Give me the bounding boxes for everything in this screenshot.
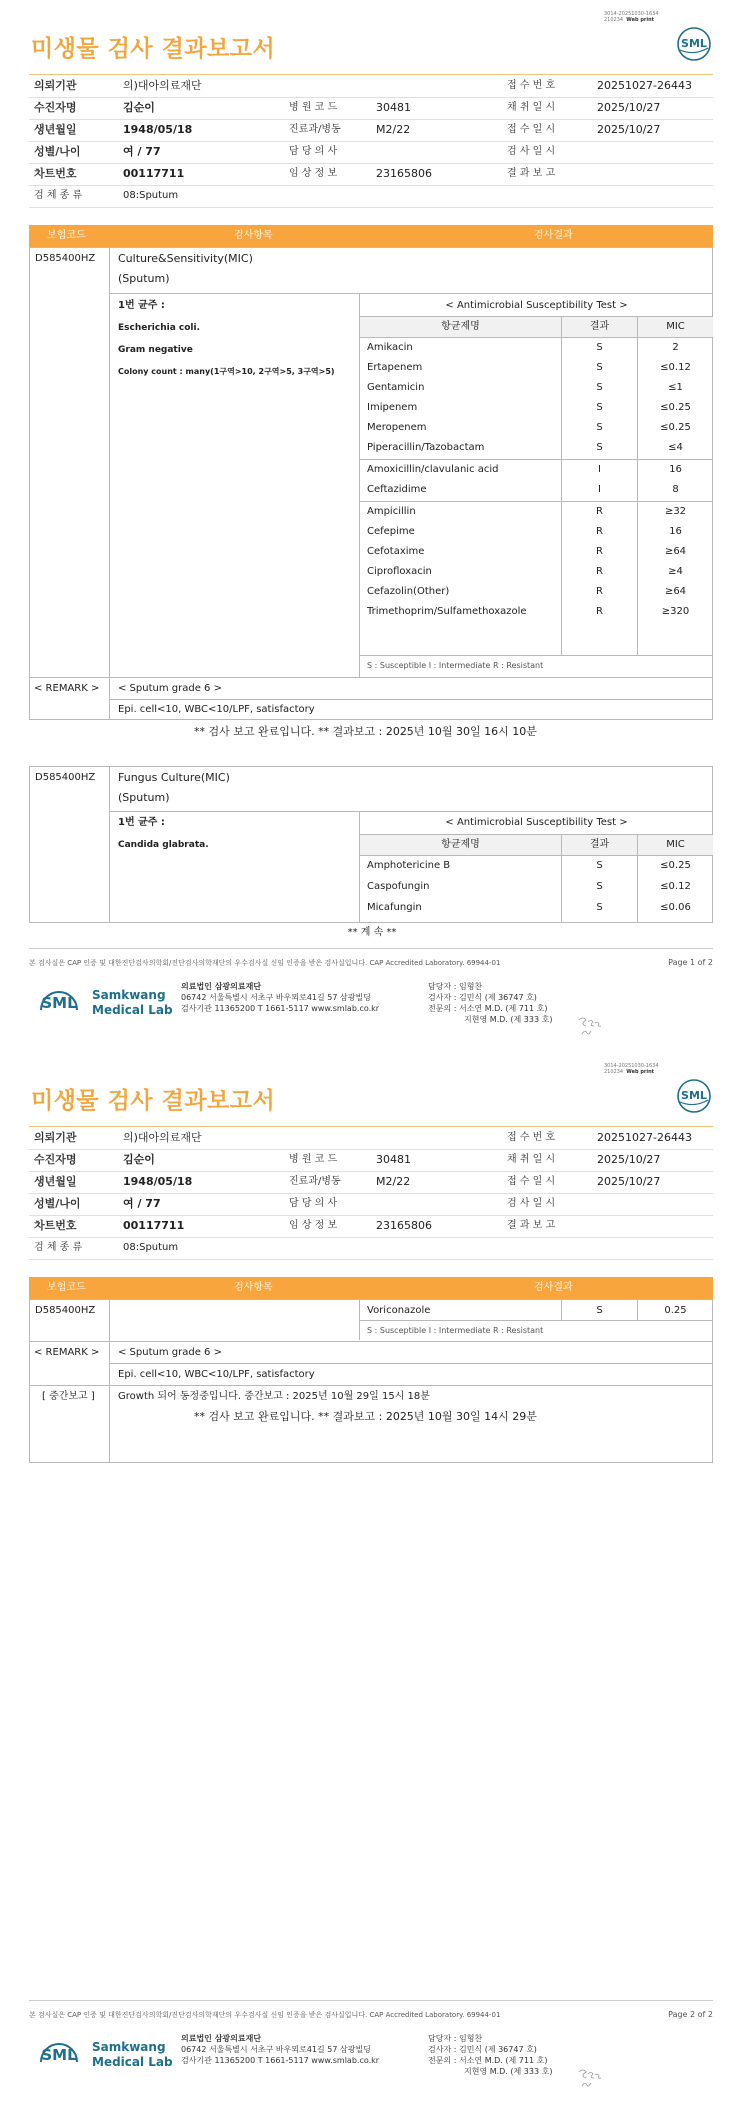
drug-result: S xyxy=(596,442,603,453)
drug-result: S xyxy=(596,422,603,433)
test1-specimen: (Sputum) xyxy=(118,272,170,285)
info-row: 성별/나이 여 / 77 담 당 의 사 검 사 일 시 xyxy=(29,141,713,164)
drug-name: Ampicillin xyxy=(367,506,416,517)
remark-detail: Epi. cell<10, WBC<10/LPF, satisfactory xyxy=(118,704,315,715)
print-code: 3014-20251030-1634 210234 Web print xyxy=(604,11,659,23)
info-row: 검 체 종 류 08:Sputum xyxy=(29,1237,713,1260)
ast-legend: S : Susceptible I : Intermediate R : Resistant xyxy=(367,661,544,670)
remark-grade: < Sputum grade 6 > xyxy=(118,683,222,694)
ast-legend: S : Susceptible I : Intermediate R : Resistant xyxy=(367,1326,544,1335)
drug-mic: ≥4 xyxy=(668,566,683,577)
drug-result: S xyxy=(596,881,603,892)
patient-info xyxy=(29,1127,713,1271)
drug-mic: 8 xyxy=(672,484,679,495)
lab-staff: 담당자 : 임형찬 검사자 : 김민식 (제 36747 호) 전문의 : 서소연 M.D. (제 711 호) 지현영 M.D. (제 333 호) xyxy=(428,2034,553,2076)
drug-name: Cefotaxime xyxy=(367,546,425,557)
ast-title: < Antimicrobial Susceptibility Test > xyxy=(445,300,628,311)
sml-logo-icon xyxy=(35,980,83,1024)
drug-mic: ≥64 xyxy=(664,546,687,557)
accreditation-notice: 본 검사실은 CAP 인증 및 대한진단검사의학회/진단검사의학재단의 우수검사실 신임 인증을 받은 검사실입니다. CAP Accredited Laboratory. 69944-01 Page 2 of 2 xyxy=(29,2010,713,2019)
svg-text:SML: SML xyxy=(681,37,707,50)
organism-name: Escherichia coli. xyxy=(118,323,201,333)
drug-result: S xyxy=(596,902,603,913)
drug-mic: ≥32 xyxy=(664,506,687,517)
sml-logo-icon xyxy=(35,2032,83,2076)
drug-mic: ≤0.06 xyxy=(660,902,691,913)
report-title: 미생물 검사 결과보고서 xyxy=(31,36,276,62)
gram-stain: Gram negative xyxy=(118,345,193,355)
svg-text:SML: SML xyxy=(41,994,77,1012)
lab-address: 의료법인 삼광의료재단 06742 서울특별시 서초구 바우뫼로41길 57 삼광빌딩 검사기관 11365200 T 1661-5117 www.smlab.co.kr xyxy=(181,982,380,1013)
drug-name: Piperacillin/Tazobactam xyxy=(367,442,485,453)
report-title: 미생물 검사 결과보고서 xyxy=(31,1088,276,1114)
result-table-header: 보험코드 검사항목 검사결과 xyxy=(29,225,713,247)
lab-logo xyxy=(35,980,83,1028)
drug-name: Amikacin xyxy=(367,342,413,353)
drug-result: S xyxy=(596,402,603,413)
info-row: 생년월일 1948/05/18 진료과/병동 M2/22 접 수 일 시 2025/10/27 xyxy=(29,119,713,142)
info-row: 의뢰기관 의)대아의료재단 접 수 번 호 20251027-26443 xyxy=(29,1127,713,1150)
drug-name: Gentamicin xyxy=(367,382,425,393)
drug-result: R xyxy=(596,586,603,597)
drug-mic: ≤0.25 xyxy=(660,402,691,413)
drug-name: Voriconazole xyxy=(367,1305,431,1316)
drug-mic: ≤4 xyxy=(668,442,683,453)
accreditation-notice: 본 검사실은 CAP 인증 및 대한진단검사의학회/진단검사의학재단의 우수검사실 신임 인증을 받은 검사실입니다. CAP Accredited Laboratory. 69944-01 Page 1 of 2 xyxy=(29,958,713,967)
drug-result: S xyxy=(596,362,603,373)
drug-name: Ceftazidime xyxy=(367,484,427,495)
report-page-1: 3014-20251030-1634 210234 Web print 미생물 검사 결과보고서 SML 의뢰기관 의)대아의료재단 접 수 번 호 20251027-26443 수진자명 김순이 병 원 코 드 30481 채 취 일 시 2025/10/27 생년월일 1948/05/18 진료과/병동 M2/22 접 수 일 시 2025/10/27 성별/나이 여 / 77 담 당 의 사 검 사 일 시 차트번호 00117711 임 상 정 보 23165806 결 과 보 고 검 체 종 류 08:Sputum 보험코드 검사항목 검사결과 D585400HZ Culture&Sensitivity(MIC) (Sputum) 1번 균주 : Escherichia coli. Gram negative Colony count : many(1구역>10, 2구역>5, 3구역>5) < Antimicrobial Susceptibility Test > 항균제명 결과 MIC Amikacin S 2 Ertapenem S ≤0.12 Gentamicin S ≤1 Imipenem S ≤0.25 Meropenem S ≤0.25 Piperacillin/Tazobactam S ≤4 Amoxicillin/clavulanic acid I 16 Ceftazidime I 8 Ampicillin R ≥32 Cefepime R 16 Cefotaxime R ≥64 Ciprofloxacin R ≥4 Cefazolin(Other) R ≥64 Trimethoprim/Sulfamethoxazole R ≥320 S : Susceptible I : Intermediate R : Resistant < REMARK > < Sputum grade 6 > Epi. cell<10, WBC<10/LPF, satisfactory ** 검사 보고 완료입니다. ** 결과보고 : 2025년 10월 30일 16시 10분 D585400HZ Fungus Culture(MIC) (Sputum) 1번 균주 : Candida glabrata. < Antimicrobial Susceptibility Test > 항균제명 결과 MIC Amphotericine B S ≤0.25 Caspofungin S ≤0.12 Micafungin S ≤0.06 ** 계 속 ** 본 검사실은 CAP 인증 및 대한진단검사의학회/진단검사의학재단의 우수검사실 신임 인증을 받은 검사실입니다. CAP Accredited Laboratory. 69944-01 Page 1 of 2 SML Samkwang Medical Lab 의료법인 삼광의료재단 06742 서울특별시 서초구 바우뫼로41길 57 삼광빌딩 검사기관 11365200 T 1661-5117 www.smlab.co.kr 담당자 : 임형찬 검사자 : 김민식 (제 36747 호) 전문의 : 서소연 M.D. (제 711 호) 지현영 M.D. (제 333 호) xyxy=(0,0,744,1052)
drug-mic: ≤0.12 xyxy=(660,881,691,892)
drug-result: R xyxy=(596,506,603,517)
lab-staff: 담당자 : 임형찬 검사자 : 김민식 (제 36747 호) 전문의 : 서소연 M.D. (제 711 호) 지현영 M.D. (제 333 호) xyxy=(428,982,553,1024)
drug-mic: ≤0.12 xyxy=(660,362,691,373)
drug-name: Micafungin xyxy=(367,902,422,913)
info-row: 성별/나이 여 / 77 담 당 의 사 검 사 일 시 xyxy=(29,1193,713,1216)
report-complete: ** 검사 보고 완료입니다. ** 결과보고 : 2025년 10월 30일 16시 10분 xyxy=(194,725,537,738)
drug-mic: 16 xyxy=(669,464,682,475)
drug-result: R xyxy=(596,546,603,557)
drug-mic: ≥320 xyxy=(661,606,690,617)
patient-info xyxy=(29,75,713,219)
info-row: 의뢰기관 의)대아의료재단 접 수 번 호 20251027-26443 xyxy=(29,75,713,98)
drug-result: S xyxy=(596,382,603,393)
test2-code: D585400HZ xyxy=(35,772,96,783)
drug-name: Ertapenem xyxy=(367,362,423,373)
drug-mic: ≥64 xyxy=(664,586,687,597)
lab-logo xyxy=(35,2032,83,2080)
drug-name: Meropenem xyxy=(367,422,427,433)
test2-name: Fungus Culture(MIC) xyxy=(118,771,230,784)
info-row: 차트번호 00117711 임 상 정 보 23165806 결 과 보 고 xyxy=(29,1215,713,1238)
drug-mic: ≤0.25 xyxy=(660,860,691,871)
sml-logo-icon xyxy=(676,26,712,62)
drug-name: Amoxicillin/clavulanic acid xyxy=(367,464,499,475)
signature-icon xyxy=(576,2064,604,2092)
drug-mic: 16 xyxy=(669,526,682,537)
info-row: 수진자명 김순이 병 원 코 드 30481 채 취 일 시 2025/10/27 xyxy=(29,97,713,120)
drug-result: S xyxy=(596,342,603,353)
report-complete: ** 검사 보고 완료입니다. ** 결과보고 : 2025년 10월 30일 14시 29분 xyxy=(194,1410,537,1423)
drug-result: R xyxy=(596,526,603,537)
svg-text:SML: SML xyxy=(681,1089,707,1102)
drug-mic: 2 xyxy=(672,342,679,353)
drug-name: Trimethoprim/Sulfamethoxazole xyxy=(367,606,527,617)
drug-result: I xyxy=(598,484,601,495)
signature-icon xyxy=(576,1012,604,1040)
report-page-2: 3014-20251030-1634 210234 Web print 미생물 검사 결과보고서 SML 의뢰기관 의)대아의료재단 접 수 번 호 20251027-26443 수진자명 김순이 병 원 코 드 30481 채 취 일 시 2025/10/27 생년월일 1948/05/18 진료과/병동 M2/22 접 수 일 시 2025/10/27 성별/나이 여 / 77 담 당 의 사 검 사 일 시 차트번호 00117711 임 상 정 보 23165806 결 과 보 고 검 체 종 류 08:Sputum 보험코드 검사항목 검사결과 D585400HZ Voriconazole S 0.25 S : Susceptible I : Intermediate R : Resistant < REMARK > < Sputum grade 6 > Epi. cell<10, WBC<10/LPF, satisfactory [ 중간보고 ] Growth 되어 동정중입니다. 중간보고 : 2025년 10월 29일 15시 18분 ** 검사 보고 완료입니다. ** 결과보고 : 2025년 10월 30일 14시 29분 본 검사실은 CAP 인증 및 대한진단검사의학회/진단검사의학재단의 우수검사실 신임 인증을 받은 검사실입니다. CAP Accredited Laboratory. 69944-01 Page 2 of 2 SML Samkwang Medical Lab 의료법인 삼광의료재단 06742 서울특별시 서초구 바우뫼로41길 57 삼광빌딩 검사기관 11365200 T 1661-5117 www.smlab.co.kr 담당자 : 임형찬 검사자 : 김민식 (제 36747 호) 전문의 : 서소연 M.D. (제 711 호) 지현영 M.D. (제 333 호) xyxy=(0,1052,744,2104)
test1-name: Culture&Sensitivity(MIC) xyxy=(118,252,253,265)
organism-name: Candida glabrata. xyxy=(118,840,209,850)
colony-count: Colony count : many(1구역>10, 2구역>5, 3구역>5) xyxy=(118,367,335,376)
page-number: Page 2 of 2 xyxy=(668,2010,713,2019)
print-code: 3014-20251030-1634 210234 Web print xyxy=(604,1063,659,1075)
drug-result: R xyxy=(596,566,603,577)
result-table-header: 보험코드 검사항목 검사결과 xyxy=(29,1277,713,1299)
sml-logo-icon xyxy=(676,1078,712,1114)
drug-name: Amphotericine B xyxy=(367,860,451,871)
drug-name: Imipenem xyxy=(367,402,418,413)
info-row: 수진자명 김순이 병 원 코 드 30481 채 취 일 시 2025/10/27 xyxy=(29,1149,713,1172)
page-number: Page 1 of 2 xyxy=(668,958,713,967)
info-row: 검 체 종 류 08:Sputum xyxy=(29,185,713,208)
test1-code: D585400HZ xyxy=(35,253,96,264)
test2-specimen: (Sputum) xyxy=(118,791,170,804)
strain-label: 1번 균주 : xyxy=(118,300,165,311)
continued-note: ** 계 속 ** xyxy=(347,927,397,938)
drug-result: R xyxy=(596,606,603,617)
drug-result: S xyxy=(596,860,603,871)
drug-mic: ≤1 xyxy=(668,382,683,393)
drug-mic: 0.25 xyxy=(664,1305,687,1316)
drug-name: Cefepime xyxy=(367,526,415,537)
svg-text:SML: SML xyxy=(41,2046,77,2064)
drug-name: Cefazolin(Other) xyxy=(367,586,450,597)
drug-result: S xyxy=(596,1305,603,1316)
drug-mic: ≤0.25 xyxy=(660,422,691,433)
info-row: 차트번호 00117711 임 상 정 보 23165806 결 과 보 고 xyxy=(29,163,713,186)
lab-address: 의료법인 삼광의료재단 06742 서울특별시 서초구 바우뫼로41길 57 삼광빌딩 검사기관 11365200 T 1661-5117 www.smlab.co.kr xyxy=(181,2034,380,2065)
remark-label: < REMARK > xyxy=(34,683,100,694)
drug-result: I xyxy=(598,464,601,475)
interim-text: Growth 되어 동정중입니다. 중간보고 : 2025년 10월 29일 15시 18분 xyxy=(118,1391,430,1402)
drug-name: Ciprofloxacin xyxy=(367,566,432,577)
interim-label: [ 중간보고 ] xyxy=(42,1391,95,1402)
drug-name: Caspofungin xyxy=(367,881,430,892)
info-row: 생년월일 1948/05/18 진료과/병동 M2/22 접 수 일 시 2025/10/27 xyxy=(29,1171,713,1194)
